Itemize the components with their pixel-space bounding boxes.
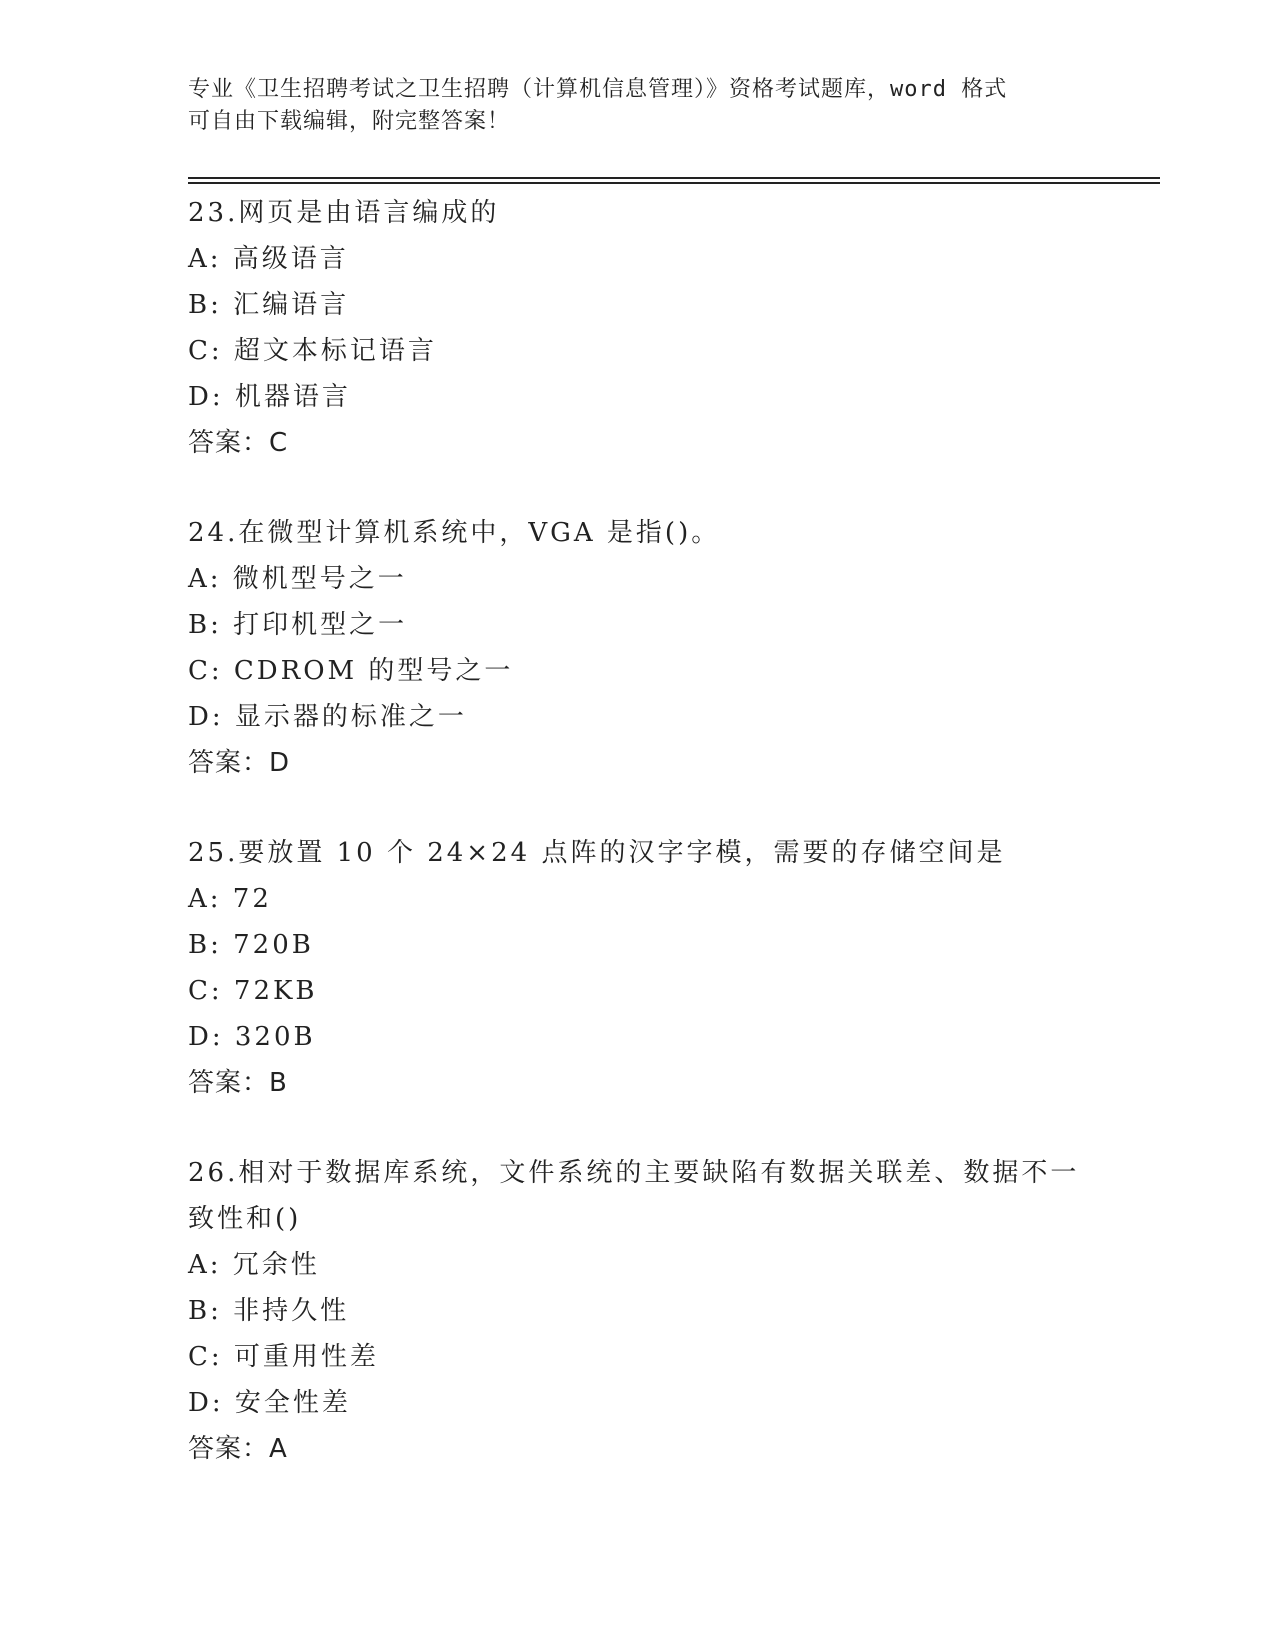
- option-a: A: 冗余性: [188, 1250, 320, 1280]
- header-divider-top: [188, 177, 1160, 179]
- option-a: A: 72: [188, 884, 272, 914]
- answer-text: 答案：D: [188, 748, 291, 778]
- option-d: D: 显示器的标准之一: [188, 702, 467, 732]
- option-c: C: CDROM 的型号之一: [188, 656, 514, 686]
- option-d: D: 320B: [188, 1022, 316, 1052]
- option-b: B: 汇编语言: [188, 290, 350, 320]
- question-25: [188, 830, 1088, 1106]
- option-a: A: 高级语言: [188, 244, 349, 274]
- question-list: [188, 190, 1088, 1472]
- answer-text: 答案：A: [188, 1434, 288, 1464]
- option-b: B: 非持久性: [188, 1296, 350, 1326]
- answer-text: 答案：C: [188, 428, 289, 458]
- header-line-1: 专业《卫生招聘考试之卫生招聘（计算机信息管理）》资格考试题库，word 格式: [188, 77, 1008, 102]
- option-a: A: 微机型号之一: [188, 564, 407, 594]
- question-stem-continued: 致性和(): [188, 1204, 302, 1234]
- document-header: [188, 74, 1088, 138]
- answer-text: 答案：B: [188, 1068, 288, 1098]
- header-line-2: 可自由下载编辑，附完整答案！: [188, 109, 511, 134]
- option-c: C: 超文本标记语言: [188, 336, 437, 366]
- option-d: D: 机器语言: [188, 382, 351, 412]
- option-c: C: 可重用性差: [188, 1342, 379, 1372]
- question-stem: 23.网页是由语言编成的: [188, 198, 500, 228]
- option-b: B: 720B: [188, 930, 314, 960]
- question-stem: 26.相对于数据库系统，文件系统的主要缺陷有数据关联差、数据不一: [188, 1158, 1080, 1188]
- question-stem: 25.要放置 10 个 24×24 点阵的汉字字模，需要的存储空间是: [188, 838, 1006, 868]
- option-d: D: 安全性差: [188, 1388, 351, 1418]
- header-divider-bottom: [188, 182, 1160, 184]
- question-26: [188, 1150, 1088, 1472]
- option-b: B: 打印机型之一: [188, 610, 408, 640]
- question-stem: 24.在微型计算机系统中，VGA 是指()。: [188, 518, 721, 548]
- option-c: C: 72KB: [188, 976, 318, 1006]
- question-23: [188, 190, 1088, 466]
- question-24: [188, 510, 1088, 786]
